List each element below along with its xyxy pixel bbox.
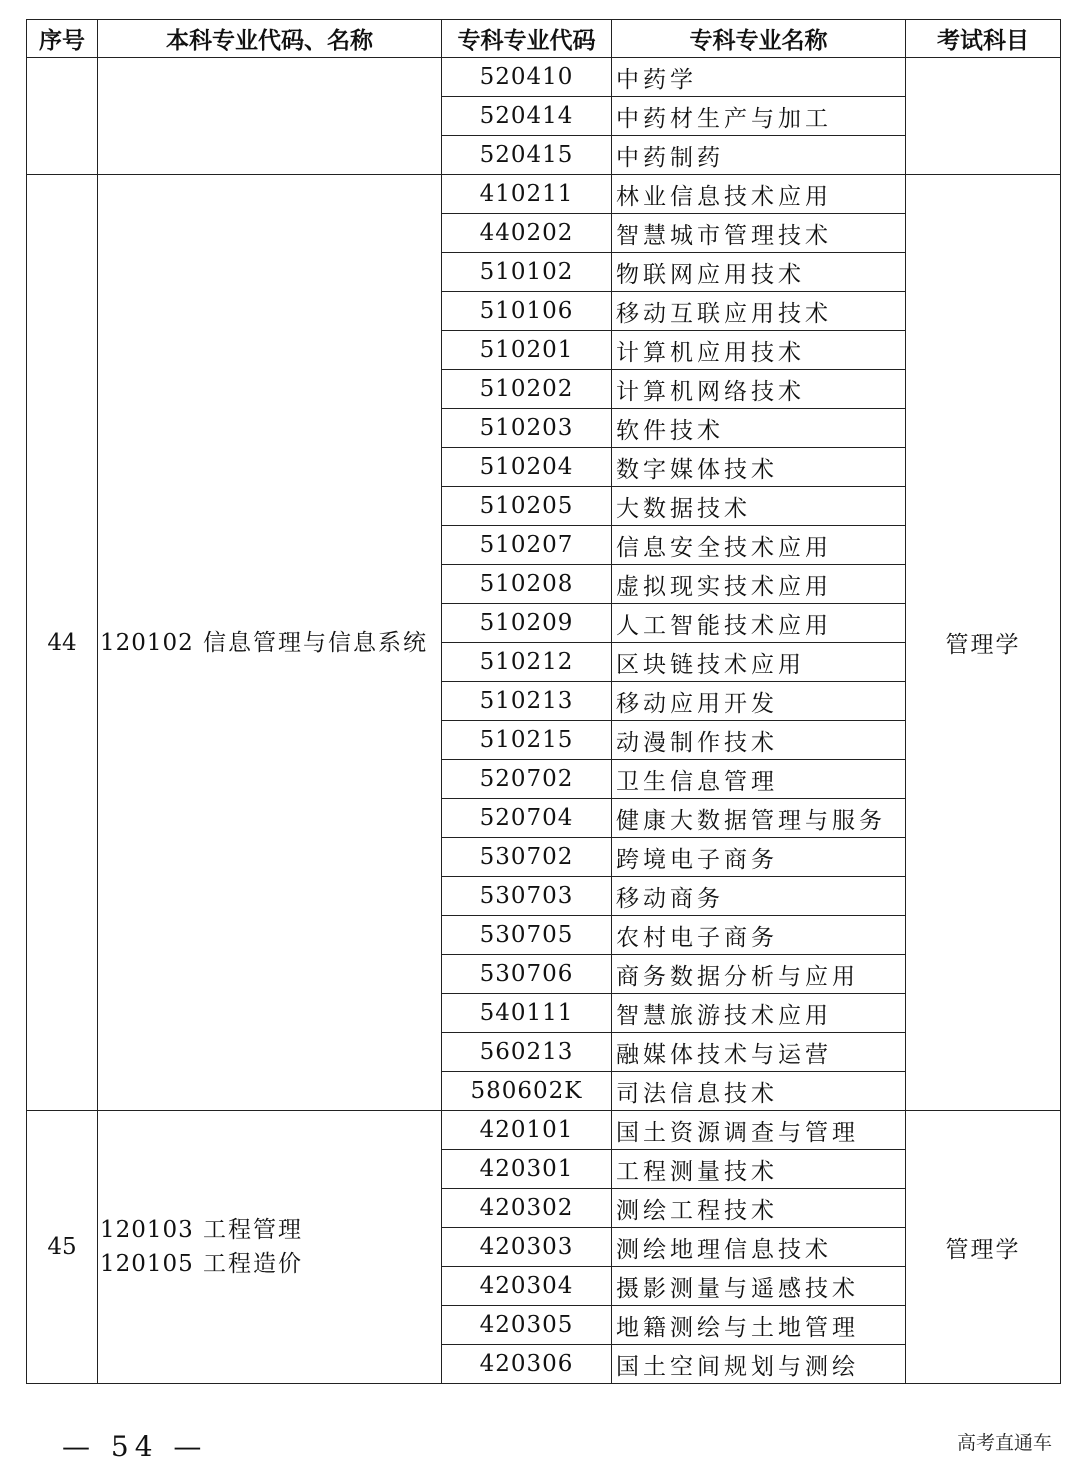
diploma-name: 中药制药 [612, 136, 906, 175]
seq-cell [27, 58, 98, 175]
diploma-name: 大数据技术 [612, 487, 906, 526]
undergrad-major [100, 1247, 441, 1281]
diploma-name: 数字媒体技术 [612, 448, 906, 487]
undergrad-cell [98, 58, 442, 175]
diploma-code: 520702 [442, 760, 612, 799]
undergrad-name: 工程管理 [203, 1217, 303, 1243]
diploma-code: 520414 [442, 97, 612, 136]
diploma-name: 移动应用开发 [612, 682, 906, 721]
table-row [27, 1111, 1061, 1150]
diploma-name: 信息安全技术应用 [612, 526, 906, 565]
diploma-name: 测绘工程技术 [612, 1189, 906, 1228]
diploma-code: 420301 [442, 1150, 612, 1189]
diploma-code: 510202 [442, 370, 612, 409]
diploma-name: 物联网应用技术 [612, 253, 906, 292]
diploma-name: 智慧旅游技术应用 [612, 994, 906, 1033]
diploma-code: 580602K [442, 1072, 612, 1111]
diploma-name: 工程测量技术 [612, 1150, 906, 1189]
diploma-name: 农村电子商务 [612, 916, 906, 955]
diploma-name: 国土空间规划与测绘 [612, 1345, 906, 1384]
header-undergrad: 本科专业代码、名称 [98, 20, 442, 58]
undergrad-major [100, 1213, 441, 1247]
diploma-code: 520704 [442, 799, 612, 838]
diploma-name: 动漫制作技术 [612, 721, 906, 760]
seq-cell: 44 [27, 175, 98, 1111]
diploma-code: 420302 [442, 1189, 612, 1228]
exam-subject: 管理学 [906, 175, 1061, 1111]
diploma-name: 移动互联应用技术 [612, 292, 906, 331]
diploma-code: 520415 [442, 136, 612, 175]
diploma-name: 智慧城市管理技术 [612, 214, 906, 253]
diploma-name: 移动商务 [612, 877, 906, 916]
header-name: 专科专业名称 [612, 20, 906, 58]
undergrad-cell [98, 175, 442, 1111]
diploma-code: 510106 [442, 292, 612, 331]
diploma-name: 虚拟现实技术应用 [612, 565, 906, 604]
table-row [27, 58, 1061, 97]
diploma-code: 530706 [442, 955, 612, 994]
seq-cell: 45 [27, 1111, 98, 1384]
diploma-code: 510215 [442, 721, 612, 760]
diploma-code: 440202 [442, 214, 612, 253]
diploma-name: 国土资源调查与管理 [612, 1111, 906, 1150]
table-row [27, 175, 1061, 214]
diploma-code: 420306 [442, 1345, 612, 1384]
undergrad-name: 工程造价 [203, 1251, 303, 1277]
header-seq: 序号 [27, 20, 98, 58]
diploma-code: 420304 [442, 1267, 612, 1306]
diploma-name: 商务数据分析与应用 [612, 955, 906, 994]
header-row [27, 20, 1061, 58]
page-number: — 54 — [62, 1430, 208, 1463]
diploma-code: 510213 [442, 682, 612, 721]
diploma-name: 人工智能技术应用 [612, 604, 906, 643]
diploma-name: 跨境电子商务 [612, 838, 906, 877]
diploma-code: 510205 [442, 487, 612, 526]
diploma-code: 510212 [442, 643, 612, 682]
diploma-code: 530702 [442, 838, 612, 877]
diploma-name: 计算机网络技术 [612, 370, 906, 409]
diploma-name: 司法信息技术 [612, 1072, 906, 1111]
diploma-code: 560213 [442, 1033, 612, 1072]
diploma-code: 420303 [442, 1228, 612, 1267]
diploma-name: 地籍测绘与土地管理 [612, 1306, 906, 1345]
undergrad-code: 120102 [100, 629, 194, 656]
diploma-name: 中药材生产与加工 [612, 97, 906, 136]
header-subject: 考试科目 [906, 20, 1061, 58]
diploma-code: 510203 [442, 409, 612, 448]
major-table [26, 19, 1061, 1384]
diploma-name: 区块链技术应用 [612, 643, 906, 682]
exam-subject [906, 58, 1061, 175]
diploma-code: 510201 [442, 331, 612, 370]
diploma-name: 测绘地理信息技术 [612, 1228, 906, 1267]
diploma-code: 510208 [442, 565, 612, 604]
diploma-code: 510204 [442, 448, 612, 487]
undergrad-code: 120105 [100, 1251, 194, 1277]
diploma-code: 420305 [442, 1306, 612, 1345]
diploma-code: 520410 [442, 58, 612, 97]
diploma-name: 摄影测量与遥感技术 [612, 1267, 906, 1306]
diploma-code: 540111 [442, 994, 612, 1033]
undergrad-code: 120103 [100, 1217, 194, 1243]
diploma-name: 林业信息技术应用 [612, 175, 906, 214]
diploma-code: 420101 [442, 1111, 612, 1150]
diploma-name: 融媒体技术与运营 [612, 1033, 906, 1072]
undergrad-cell [98, 1111, 442, 1384]
diploma-name: 软件技术 [612, 409, 906, 448]
diploma-code: 530705 [442, 916, 612, 955]
watermark: 高考直通车 [956, 1432, 1052, 1454]
diploma-name: 卫生信息管理 [612, 760, 906, 799]
undergrad-major [100, 626, 441, 660]
diploma-name: 健康大数据管理与服务 [612, 799, 906, 838]
diploma-code: 510102 [442, 253, 612, 292]
header-code: 专科专业代码 [442, 20, 612, 58]
diploma-code: 410211 [442, 175, 612, 214]
diploma-name: 中药学 [612, 58, 906, 97]
diploma-code: 510207 [442, 526, 612, 565]
exam-subject: 管理学 [906, 1111, 1061, 1384]
undergrad-name: 信息管理与信息系统 [203, 629, 428, 656]
table-body [27, 58, 1061, 1384]
diploma-name: 计算机应用技术 [612, 331, 906, 370]
diploma-code: 510209 [442, 604, 612, 643]
diploma-code: 530703 [442, 877, 612, 916]
